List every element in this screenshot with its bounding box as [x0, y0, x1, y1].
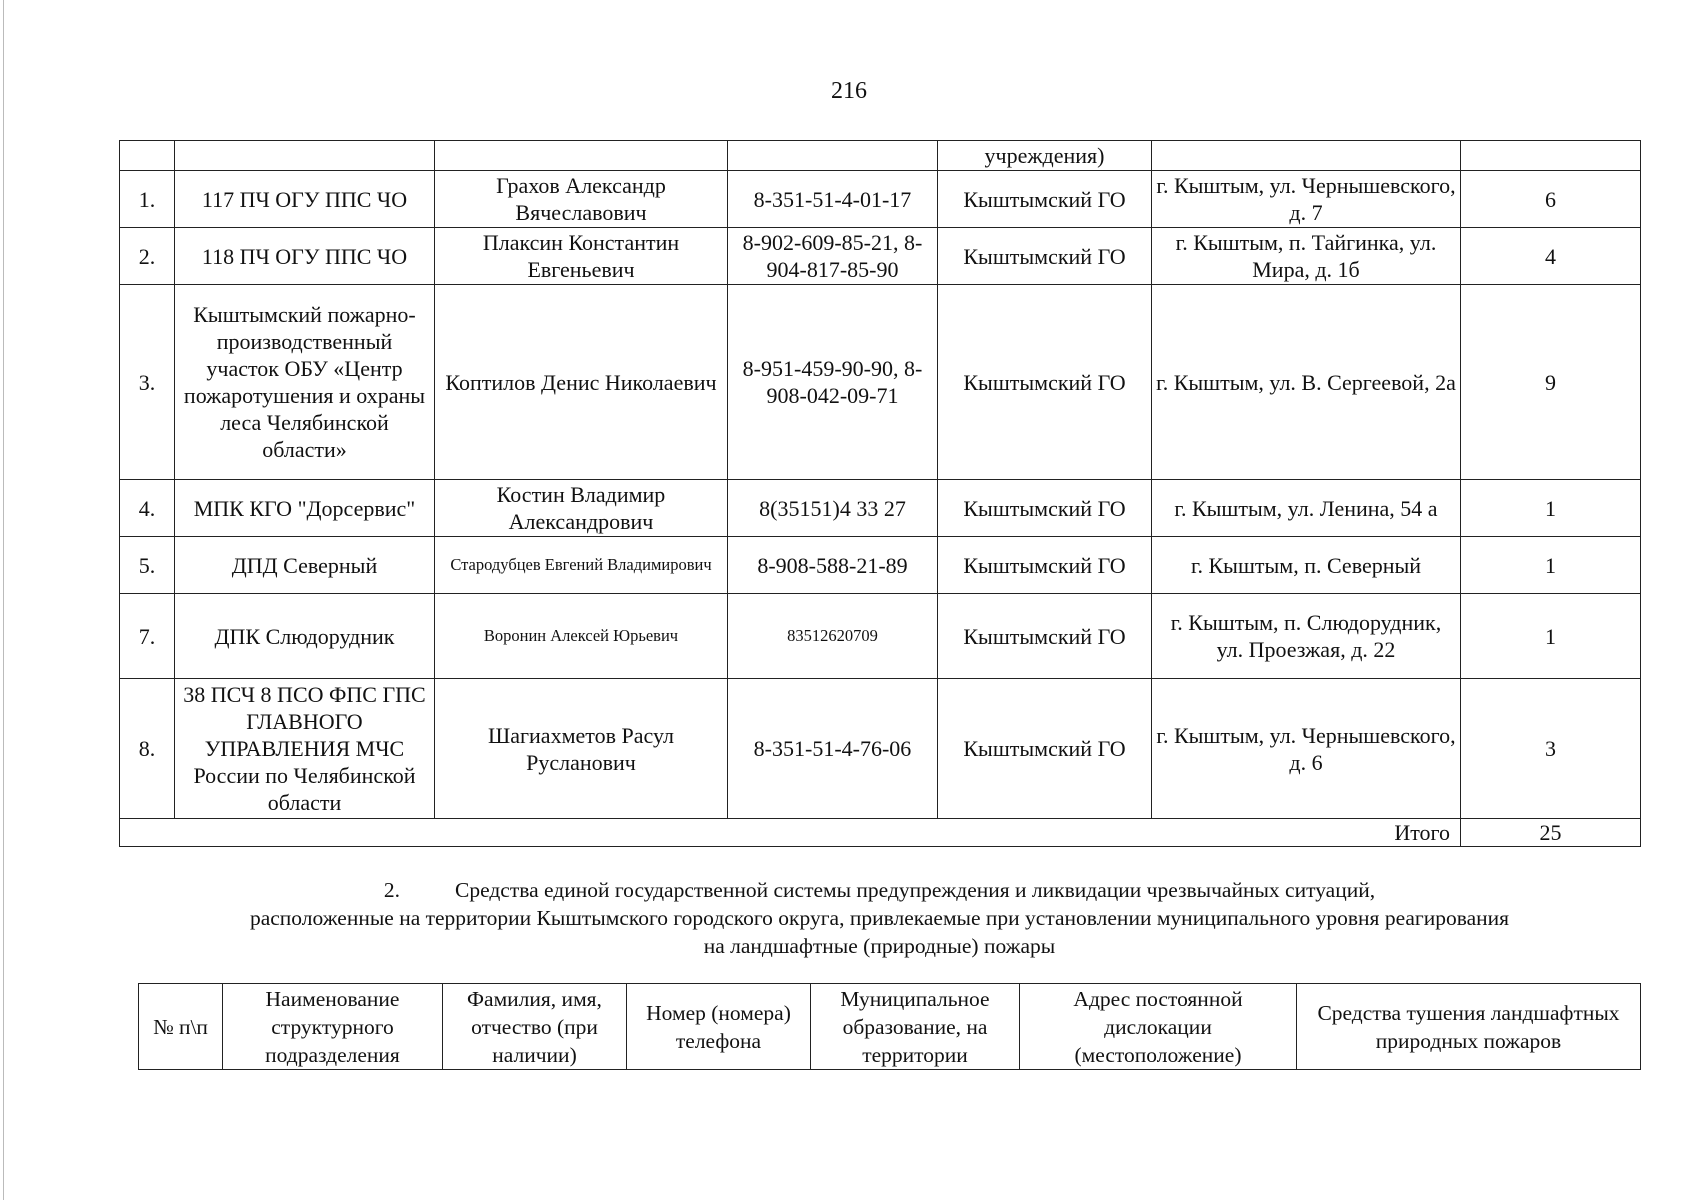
total-row — [120, 819, 1641, 847]
phone: 8-951-459-90-90, 8-908-042-09-71 — [728, 285, 938, 480]
person-name: Плаксин Константин Евгеньевич — [435, 228, 728, 285]
header-person: Фамилия, имя, отчество (при наличии) — [443, 984, 627, 1070]
table-row — [120, 171, 1641, 228]
table-row — [120, 480, 1641, 537]
table-row-continuation — [120, 141, 1641, 171]
section-title-part-1: Средства единой государственной системы предупреждения и ликвидации чрезвычайных ситуаций, — [455, 878, 1376, 902]
address: г. Кыштым, ул. Чернышевского, д. 6 — [1152, 679, 1461, 819]
count: 4 — [1461, 228, 1641, 285]
row-number: 4. — [120, 480, 175, 537]
continuation-cell: учреждения) — [938, 141, 1152, 171]
person-name: Костин Владимир Александрович — [435, 480, 728, 537]
municipality: Кыштымский ГО — [938, 171, 1152, 228]
section-heading-line-2: расположенные на территории Кыштымского городского округа, привлекаемые при установлении муниципального уровня реагирования — [249, 906, 1510, 930]
phone: 8(35151)4 33 27 — [728, 480, 938, 537]
count: 1 — [1461, 594, 1641, 679]
person-name: Стародубцев Евгений Владимирович — [435, 537, 728, 594]
unit-name: ДПК Слюдорудник — [175, 594, 435, 679]
row-number: 8. — [120, 679, 175, 819]
total-value: 25 — [1461, 819, 1641, 847]
table-row — [120, 594, 1641, 679]
section-2-heading — [119, 876, 1640, 960]
table-row — [120, 228, 1641, 285]
phone: 8-902-609-85-21, 8-904-817-85-90 — [728, 228, 938, 285]
row-number: 5. — [120, 537, 175, 594]
phone: 8-908-588-21-89 — [728, 537, 938, 594]
address: г. Кыштым, п. Слюдорудник, ул. Проезжая, д. 22 — [1152, 594, 1461, 679]
unit-name: Кыштымский пожарно-производственный участок ОБУ «Центр пожаротушения и охраны леса Челябинской области» — [175, 285, 435, 480]
count: 9 — [1461, 285, 1641, 480]
unit-name: 118 ПЧ ОГУ ППС ЧО — [175, 228, 435, 285]
phone: 8-351-51-4-76-06 — [728, 679, 938, 819]
table-row — [120, 285, 1641, 480]
phone: 8-351-51-4-01-17 — [728, 171, 938, 228]
person-name: Грахов Александр Вячеславович — [435, 171, 728, 228]
address: г. Кыштым, п. Северный — [1152, 537, 1461, 594]
municipality: Кыштымский ГО — [938, 594, 1152, 679]
unit-name: МПК КГО "Дорсервис" — [175, 480, 435, 537]
row-number: 3. — [120, 285, 175, 480]
municipality: Кыштымский ГО — [938, 537, 1152, 594]
header-phone: Номер (номера) телефона — [627, 984, 811, 1070]
count: 1 — [1461, 537, 1641, 594]
continuation-table — [119, 140, 1641, 847]
header-row — [139, 984, 1641, 1070]
page-edge — [3, 0, 4, 1200]
person-name: Коптилов Денис Николаевич — [435, 285, 728, 480]
header-means: Средства тушения ландшафтных природных пожаров — [1297, 984, 1641, 1070]
table-row — [120, 537, 1641, 594]
section-number: 2. — [383, 878, 401, 902]
total-label: Итого — [120, 819, 1461, 847]
address: г. Кыштым, ул. В. Сергеевой, 2а — [1152, 285, 1461, 480]
header-municipality: Муниципальное образование, на территории — [811, 984, 1020, 1070]
count: 6 — [1461, 171, 1641, 228]
address: г. Кыштым, ул. Чернышевского, д. 7 — [1152, 171, 1461, 228]
section-heading-line-1 — [119, 876, 1640, 904]
unit-name: 117 ПЧ ОГУ ППС ЧО — [175, 171, 435, 228]
header-num: № п\п — [139, 984, 223, 1070]
count: 3 — [1461, 679, 1641, 819]
header-address: Адрес постоянной дислокации (местоположение) — [1020, 984, 1297, 1070]
header-unit-name: Наименование структурного подразделения — [223, 984, 443, 1070]
page-number: 216 — [831, 78, 867, 104]
phone: 83512620709 — [728, 594, 938, 679]
count: 1 — [1461, 480, 1641, 537]
municipality: Кыштымский ГО — [938, 228, 1152, 285]
unit-name: ДПД Северный — [175, 537, 435, 594]
address: г. Кыштым, ул. Ленина, 54 а — [1152, 480, 1461, 537]
person-name: Шагиахметов Расул Русланович — [435, 679, 728, 819]
row-number: 2. — [120, 228, 175, 285]
section-2-table-header — [138, 983, 1641, 1070]
row-number: 1. — [120, 171, 175, 228]
municipality: Кыштымский ГО — [938, 480, 1152, 537]
address: г. Кыштым, п. Тайгинка, ул. Мира, д. 1б — [1152, 228, 1461, 285]
municipality: Кыштымский ГО — [938, 679, 1152, 819]
table-row — [120, 679, 1641, 819]
row-number: 7. — [120, 594, 175, 679]
municipality: Кыштымский ГО — [938, 285, 1152, 480]
unit-name: 38 ПСЧ 8 ПСО ФПС ГПС ГЛАВНОГО УПРАВЛЕНИЯ МЧС России по Челябинской области — [175, 679, 435, 819]
person-name: Воронин Алексей Юрьевич — [435, 594, 728, 679]
section-heading-line-3: на ландшафтные (природные) пожары — [703, 934, 1056, 958]
